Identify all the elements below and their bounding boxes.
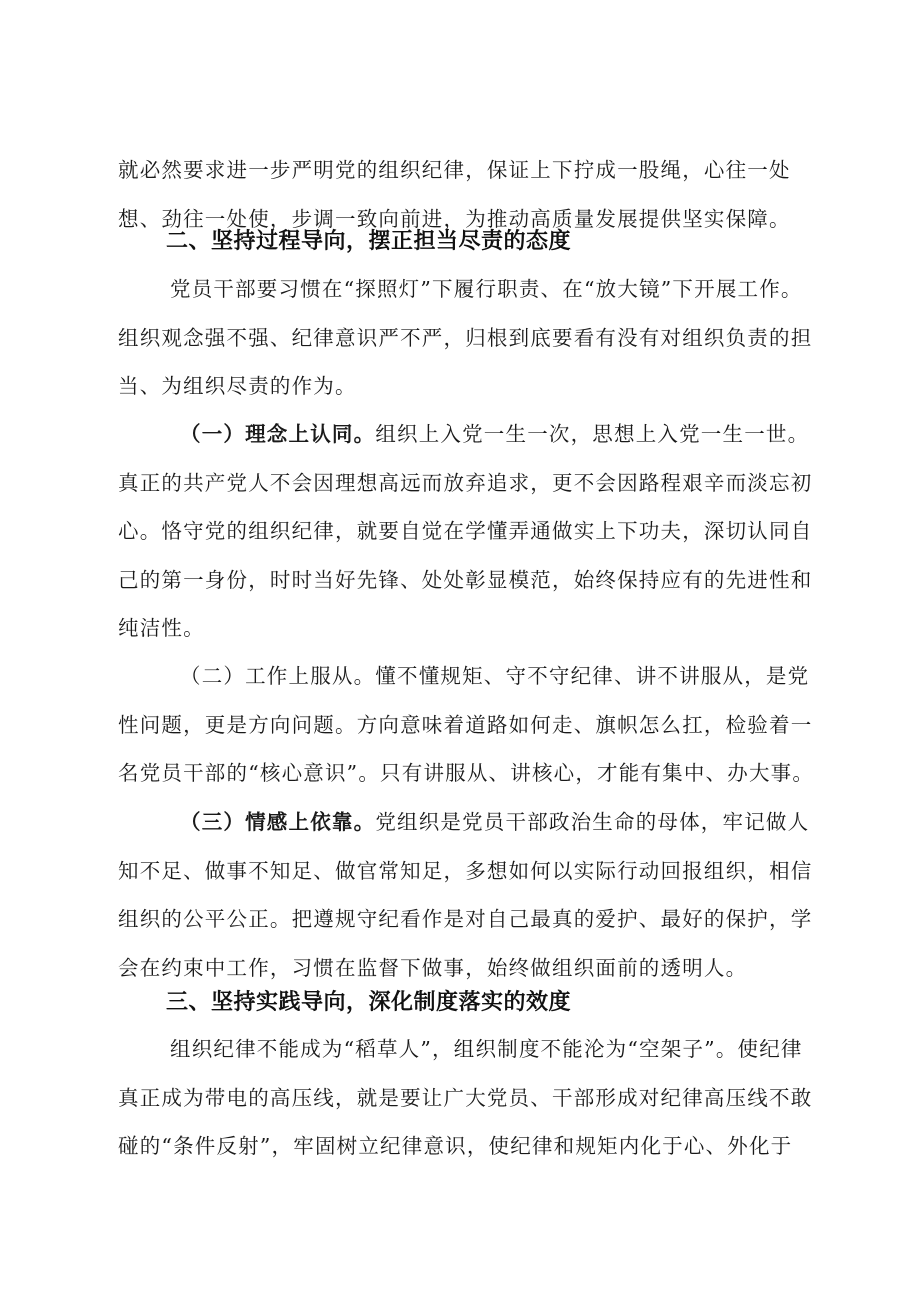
section-2-heading: 二、坚持过程导向，摆正担当尽责的态度 bbox=[166, 229, 572, 254]
item-2-paragraph: （二）工作上服从。懂不懂规矩、守不守纪律、讲不讲服从，是党性问题，更是方向问题。方向意味着道路如何走、旗帜怎么扛，检验着一名党员干部的“核心意识”。只有讲服从、讲核心，才能有集中、办大事。 bbox=[118, 664, 815, 785]
continuation-paragraph: 就必然要求进一步严明党的组织纪律，保证上下拧成一股绳，心往一处想、劲往一处使，步调一致向前进，为推动高质量发展提供坚实保障。 bbox=[118, 158, 791, 231]
section-3-heading: 三、坚持实践导向，深化制度落实的效度 bbox=[166, 990, 572, 1015]
section-2-intro-paragraph: 党员干部要习惯在“探照灯”下履行职责、在“放大镜”下开展工作。组织观念强不强、纪律意识严不严，归根到底要看有没有对组织负责的担当、为组织尽责的作为。 bbox=[118, 277, 813, 398]
item-3-text: 党组织是党员干部政治生命的母体，牢记做人知不足、做事不知足、做官常知足，多想如何以实际行动回报组织，相信组织的公平公正。把遵规守纪看作是对自己最真的爱护、最好的保护，学会在约束中工作，习惯在监督下做事，始终做组织面前的透明人。 bbox=[118, 810, 813, 980]
section-3-intro-paragraph: 组织纪律不能成为“稻草人”，组织制度不能沦为“空架子”。使纪律真正成为带电的高压线，就是要让广大党员、干部形成对纪律高压线不敢碰的“条件反射”，牢固树立纪律意识，使纪律和规矩内化于心、外化于 bbox=[118, 1037, 813, 1158]
item-3-paragraph bbox=[118, 798, 818, 992]
item-1-text: 组织上入党一生一次，思想上入党一生一世。真正的共产党人不会因理想高远而放弃追求，更不会因路程艰辛而淡忘初心。恪守党的组织纪律，就要自觉在学懂弄通做实上下功夫，深切认同自己的第一身份，时时当好先锋、处处彰显模范，始终保持应有的先进性和纯洁性。 bbox=[118, 422, 813, 640]
item-1-lead: （一）理念上认同。 bbox=[180, 422, 376, 446]
item-1-paragraph bbox=[118, 410, 818, 653]
item-3-lead: （三）情感上依靠。 bbox=[180, 810, 376, 834]
